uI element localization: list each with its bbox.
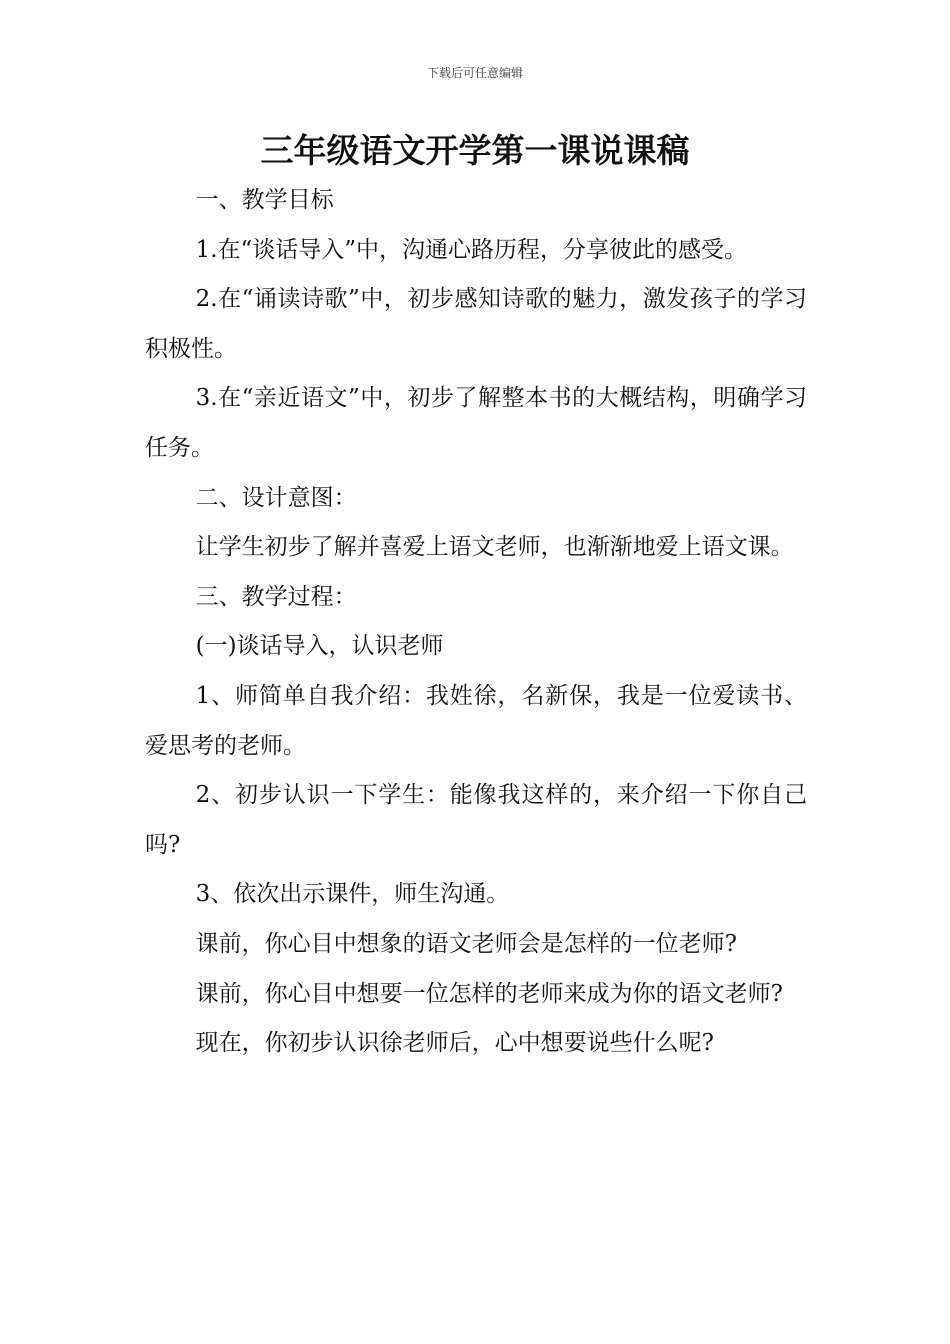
process-step-2: 2、初步认识一下学生：能像我这样的，来介绍一下你自己吗? [145, 782, 807, 858]
document-title: 三年级语文开学第一课说课稿 [260, 131, 690, 170]
section-heading-objectives: 一、教学目标 [195, 187, 334, 213]
design-intent-text: 让学生初步了解并喜爱上语文老师，也渐渐地爱上语文课。 [195, 534, 794, 561]
objective-item-1: 1.在“谈话导入”中，沟通心路历程，分享彼此的感受。 [195, 236, 748, 263]
question-1: 课前，你心目中想象的语文老师会是怎样的一位老师? [195, 930, 737, 957]
process-step-1: 1、师简单自我介绍：我姓徐，名新保，我是一位爱读书、爱思考的老师。 [145, 682, 807, 759]
process-step-3: 3、依次出示课件，师生沟通。 [195, 881, 510, 908]
section-heading-process: 三、教学过程： [195, 583, 357, 610]
document-body [145, 176, 807, 1069]
subsection-heading-intro: (一)谈话导入，认识老师 [195, 633, 444, 660]
question-3: 现在，你初步认识徐老师后，心中想要说些什么呢? [195, 1030, 714, 1057]
header-note: 下载后可任意编辑 [426, 66, 523, 80]
question-2: 课前，你心目中想要一位怎样的老师来成为你的语文老师? [195, 980, 783, 1007]
section-heading-design-intent: 二、设计意图： [195, 484, 357, 511]
objective-item-2: 2.在“诵读诗歌”中，初步感知诗歌的魅力，激发孩子的学习积极性。 [145, 286, 807, 362]
objective-item-3: 3.在“亲近语文”中，初步了解整本书的大概结构，明确学习任务。 [145, 385, 807, 461]
